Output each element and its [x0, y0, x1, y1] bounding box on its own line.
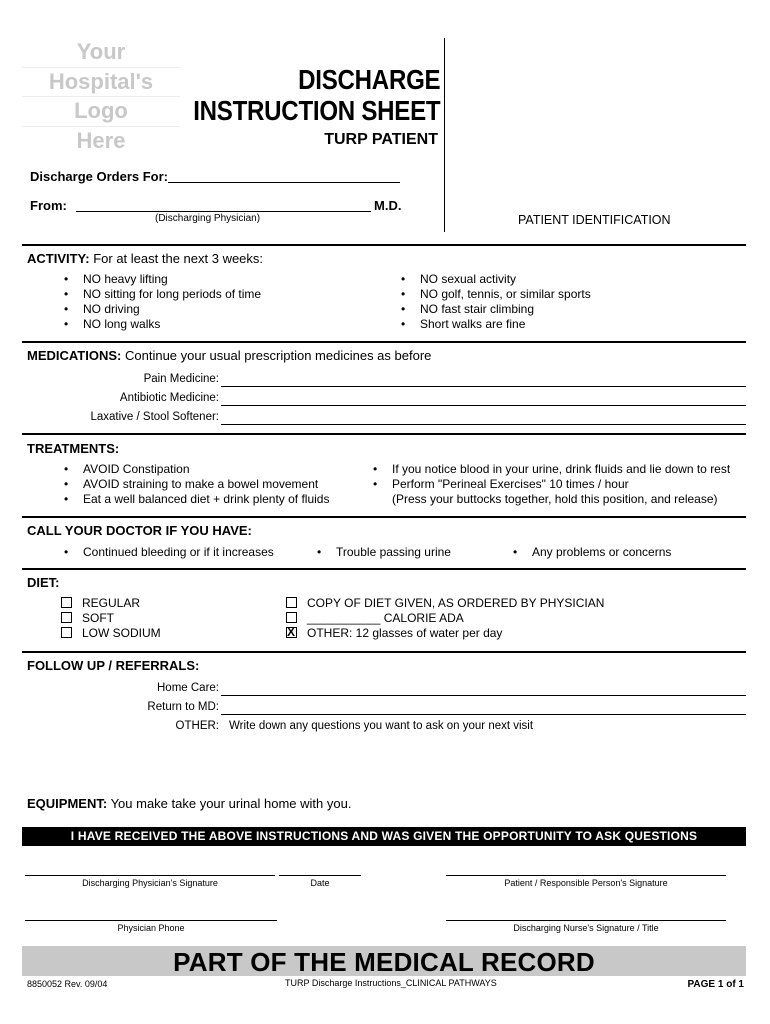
- treatments-heading-label: TREATMENTS:: [27, 441, 120, 456]
- list-item: • Perform "Perineal Exercises" 10 times / hour: [370, 477, 730, 492]
- acknowledgement-banner: I HAVE RECEIVED THE ABOVE INSTRUCTIONS AND WAS GIVEN THE OPPORTUNITY TO ASK QUESTIONS: [22, 827, 746, 846]
- page-number: PAGE 1 of 1: [687, 979, 744, 990]
- checkbox[interactable]: [286, 612, 297, 623]
- list-item: • If you notice blood in your urine, drink fluids and lie down to rest: [370, 462, 730, 477]
- laxative-field[interactable]: [221, 424, 746, 425]
- equipment-text: You make take your urinal home with you.: [110, 796, 352, 811]
- header-divider: [444, 38, 445, 232]
- logo-line: Here: [76, 127, 126, 153]
- discharging-physician-caption: (Discharging Physician): [155, 213, 261, 224]
- laxative-label: Laxative / Stool Softener:: [90, 411, 219, 423]
- diet-option-label: REGULAR: [82, 596, 141, 610]
- hospital-logo-placeholder: [22, 38, 180, 155]
- checkbox-checked[interactable]: [286, 627, 297, 638]
- logo-line: Logo: [22, 97, 180, 127]
- equipment-heading: [27, 796, 351, 811]
- logo-line: Your: [22, 38, 180, 68]
- page-subtitle: TURP PATIENT: [324, 131, 438, 148]
- title-line-1: DISCHARGE: [297, 64, 440, 95]
- list-item: • AVOID straining to make a bowel movement: [61, 477, 329, 492]
- physician-phone-line[interactable]: [25, 920, 277, 921]
- list-item: • NO fast stair climbing: [398, 302, 591, 317]
- activity-heading-label: ACTIVITY:: [27, 251, 90, 266]
- diet-option-label: ___________ CALORIE ADA: [307, 611, 464, 625]
- antibiotic-medicine-field[interactable]: [221, 405, 746, 406]
- return-md-label: Return to MD:: [147, 701, 219, 713]
- call-doctor-heading: CALL YOUR DOCTOR IF YOU HAVE:: [27, 523, 252, 538]
- date-line[interactable]: [279, 875, 361, 876]
- diet-options-right: [286, 596, 604, 641]
- home-care-label: Home Care:: [157, 682, 219, 694]
- medications-intro: Continue your usual prescription medicines as before: [125, 348, 432, 363]
- from-label: From:: [30, 198, 67, 213]
- diet-option-label: OTHER: 12 glasses of water per day: [307, 626, 503, 640]
- divider: [22, 433, 746, 435]
- diet-option-label: COPY OF DIET GIVEN, AS ORDERED BY PHYSICIAN: [307, 596, 605, 610]
- form-number: 8850052 Rev. 09/04: [27, 979, 108, 989]
- activity-intro: For at least the next 3 weeks:: [93, 251, 264, 266]
- nurse-signature-label: Discharging Nurse's Signature / Title: [513, 923, 659, 933]
- list-item: • Eat a well balanced diet + drink plenty of fluids: [61, 492, 329, 507]
- diet-option[interactable]: [286, 611, 604, 626]
- treatments-list-right: [370, 462, 730, 492]
- followup-heading: FOLLOW UP / REFERRALS:: [27, 658, 200, 673]
- home-care-field[interactable]: [221, 695, 746, 696]
- diet-option-label: LOW SODIUM: [82, 626, 161, 640]
- perineal-exercise-note: (Press your buttocks together, hold this position, and release): [392, 492, 718, 506]
- call-doctor-item: [314, 545, 451, 560]
- divider: [22, 651, 746, 653]
- list-item: • NO heavy lifting: [61, 272, 261, 287]
- diet-option[interactable]: [286, 626, 604, 641]
- checkbox[interactable]: [61, 597, 72, 608]
- diet-option[interactable]: [61, 611, 161, 626]
- md-label: M.D.: [374, 198, 402, 213]
- medications-heading: [27, 348, 431, 363]
- followup-other-value: Write down any questions you want to ask on your next visit: [229, 720, 534, 732]
- page-title: [193, 64, 440, 126]
- diet-heading: DIET:: [27, 575, 60, 590]
- antibiotic-medicine-label: Antibiotic Medicine:: [119, 392, 219, 404]
- call-doctor-item: [61, 545, 274, 560]
- divider: [22, 341, 746, 343]
- date-label: Date: [310, 878, 330, 888]
- list-item: • NO driving: [61, 302, 261, 317]
- list-item: • AVOID Constipation: [61, 462, 329, 477]
- list-item: • Trouble passing urine: [314, 545, 451, 560]
- divider: [22, 568, 746, 570]
- physician-field[interactable]: [76, 211, 371, 212]
- equipment-heading-label: EQUIPMENT:: [27, 796, 108, 811]
- checkbox[interactable]: [61, 612, 72, 623]
- call-doctor-item: [510, 545, 671, 560]
- diet-option[interactable]: [61, 596, 161, 611]
- divider: [22, 516, 746, 518]
- treatments-list-left: [61, 462, 329, 507]
- checkbox[interactable]: [286, 597, 297, 608]
- treatments-heading: [27, 441, 119, 456]
- activity-list-left: [61, 272, 261, 332]
- list-item: • Short walks are fine: [398, 317, 591, 332]
- diet-option[interactable]: [61, 626, 161, 641]
- physician-signature-label: Discharging Physician's Signature: [82, 878, 218, 888]
- patient-identification-label: PATIENT IDENTIFICATION: [518, 213, 671, 227]
- medications-heading-label: MEDICATIONS:: [27, 348, 122, 363]
- checkbox[interactable]: [61, 627, 72, 638]
- pain-medicine-field[interactable]: [221, 386, 746, 387]
- discharge-orders-field[interactable]: [168, 182, 400, 183]
- discharge-orders-label: Discharge Orders For:: [30, 169, 168, 184]
- list-item: • NO golf, tennis, or similar sports: [398, 287, 591, 302]
- list-item: • Any problems or concerns: [510, 545, 671, 560]
- form-name: TURP Discharge Instructions_CLINICAL PATHWAYS: [285, 978, 497, 988]
- list-item: • NO sexual activity: [398, 272, 591, 287]
- physician-phone-label: Physician Phone: [117, 923, 185, 933]
- medical-record-title: PART OF THE MEDICAL RECORD: [173, 947, 595, 977]
- diet-option[interactable]: [286, 596, 604, 611]
- physician-signature-line[interactable]: [25, 875, 275, 876]
- list-item: • Continued bleeding or if it increases: [61, 545, 274, 560]
- activity-heading: [27, 251, 263, 266]
- diet-options-left: [61, 596, 161, 641]
- pain-medicine-label: Pain Medicine:: [143, 373, 219, 385]
- divider: [22, 244, 746, 246]
- logo-line: Hospital's: [22, 68, 180, 98]
- list-item: • NO sitting for long periods of time: [61, 287, 261, 302]
- diet-option-label: SOFT: [82, 611, 114, 625]
- return-md-field[interactable]: [221, 714, 746, 715]
- activity-list-right: [398, 272, 591, 332]
- list-item: • NO long walks: [61, 317, 261, 332]
- patient-signature-label: Patient / Responsible Person's Signature: [504, 878, 668, 888]
- followup-other-label: OTHER:: [175, 720, 219, 732]
- patient-signature-line[interactable]: [446, 875, 726, 876]
- title-line-2: INSTRUCTION SHEET: [192, 95, 440, 126]
- nurse-signature-line[interactable]: [446, 920, 726, 921]
